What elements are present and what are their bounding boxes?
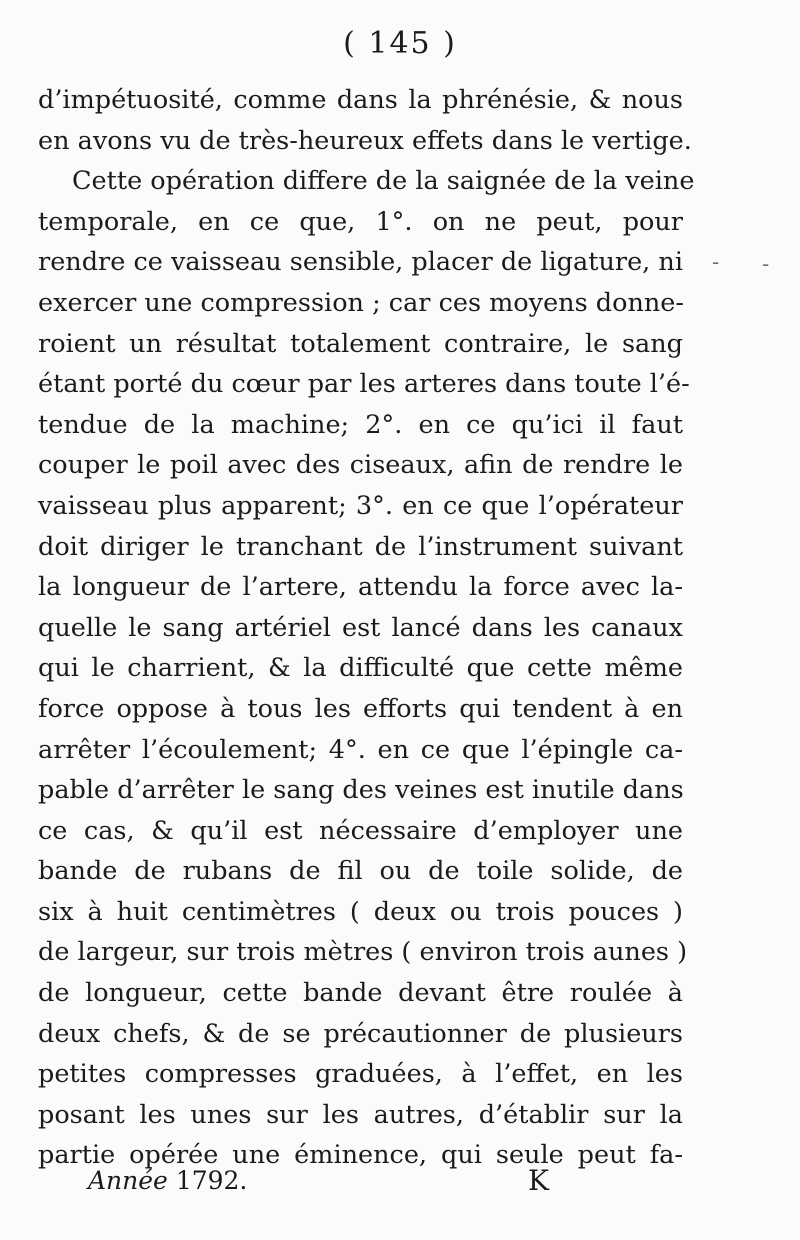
text-line: rendre ce vaisseau sensible, placer de ligature, ni [38,247,683,278]
text-line: Cette opération differe de la saignée de la veine [72,166,695,197]
footer-year-value: 1792. [175,1166,248,1195]
text-line: force oppose à tous les efforts qui tendent à en [38,693,683,724]
text-line: deux chefs, & de se précautionner de plusieurs [38,1018,683,1049]
text-line: roient un résultat totalement contraire, le sang [38,328,683,359]
text-line: d’impétuosité, comme dans la phrénésie, & nous [38,85,683,115]
text-line: couper le poil avec des ciseaux, afin de rendre le [38,450,683,481]
body-text [38,80,695,1176]
text-line: quelle le sang artériel est lancé dans les canaux [38,612,683,643]
text-line: en avons vu de très-heureux effets dans le vertige. [38,125,692,156]
page-number: ( 145 ) [343,26,457,61]
margin-mark: - [712,250,720,274]
text-line: doit diriger le tranchant de l’instrument suivant [38,531,683,562]
text-line: qui le charrient, & la difficulté que cette même [38,653,683,684]
text-line: bande de rubans de fil ou de toile solide, de [38,856,683,887]
footer-signature: K [528,1164,549,1197]
text-line: vaisseau plus apparent; 3°. en ce que l’opérateur [38,490,683,521]
text-line: petites compresses graduées, à l’effet, en les [38,1059,683,1090]
margin-mark: - [762,252,770,276]
text-line: six à huit centimètres ( deux ou trois pouces ) [38,896,683,927]
text-line: la longueur de l’artere, attendu la force avec la- [38,572,683,603]
footer-year [88,1166,247,1195]
text-line: temporale, en ce que, 1°. on ne peut, pour [38,206,683,237]
text-line: arrêter l’écoulement; 4°. en ce que l’épingle ca- [38,734,683,765]
text-line: de longueur, cette bande devant être roulée à [38,978,683,1009]
text-line: de largeur, sur trois mètres ( environ trois aunes ) [38,937,688,968]
text-line: ce cas, & qu’il est nécessaire d’employer une [38,815,683,846]
text-line: étant porté du cœur par les arteres dans toute l’é- [38,369,690,400]
text-line: exercer une compression ; car ces moyens donne- [38,287,685,318]
text-line: partie opérée une éminence, qui seule peut fa- [38,1140,683,1171]
text-line: pable d’arrêter le sang des veines est inutile dans [38,775,684,806]
text-line: posant les unes sur les autres, d’établir sur la [38,1099,683,1130]
text-line: tendue de la machine; 2°. en ce qu’ici il faut [38,409,683,440]
footer-year-label: Année [88,1166,168,1195]
